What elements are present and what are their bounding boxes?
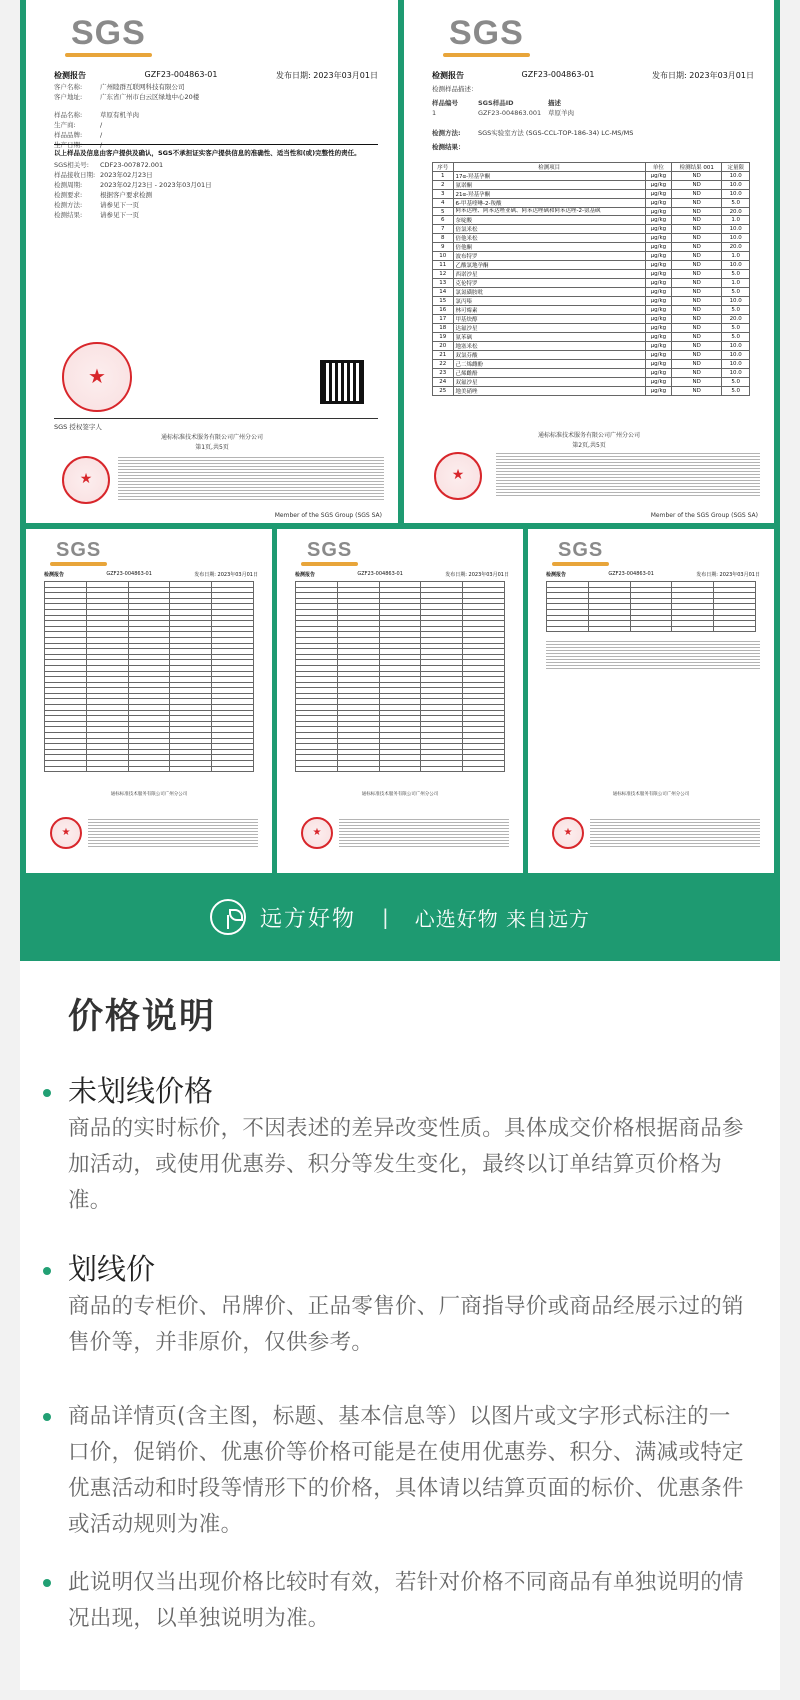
table-cell [463, 766, 505, 772]
table-cell: ND [672, 252, 722, 261]
table-cell: μg/kg [645, 297, 671, 306]
table-cell: 20 [433, 342, 454, 351]
table-row [433, 199, 750, 208]
table-cell: 倍他酮 [453, 243, 645, 252]
brand-slogan-bar [20, 873, 780, 961]
table-cell: μg/kg [645, 216, 671, 225]
qr-code-icon [320, 360, 364, 404]
table-cell: 10.0 [722, 225, 750, 234]
seal-icon [301, 817, 333, 849]
table-cell: 22 [433, 360, 454, 369]
table-cell: 16 [433, 306, 454, 315]
table-cell [86, 766, 128, 772]
table-cell: 双氟沙星 [453, 378, 645, 387]
sgs-logo: SGS [558, 539, 604, 561]
price-item-heading: 未划线价格 [68, 1074, 214, 1108]
table-cell: 氨诺酮 [453, 181, 645, 190]
sgs-logo: SGS [56, 539, 102, 561]
issue-date: 发布日期: 2023年03月01日 [276, 71, 378, 80]
table-cell: μg/kg [645, 279, 671, 288]
table-cell: 6 [433, 216, 454, 225]
table-cell: μg/kg [645, 181, 671, 190]
table-cell: ND [672, 199, 722, 208]
price-item-heading: 划线价 [68, 1252, 156, 1286]
table-cell: 10.0 [722, 369, 750, 378]
table-cell: 15 [433, 297, 454, 306]
table-row [433, 315, 750, 324]
bullet-icon [43, 1413, 51, 1421]
table-cell: ND [672, 351, 722, 360]
table-cell: 5.0 [722, 333, 750, 342]
table-cell: 8 [433, 234, 454, 243]
table-cell: 甲基炔醇 [453, 315, 645, 324]
price-item-lined [68, 1249, 746, 1361]
table-header-cell: 定量限 [722, 163, 750, 172]
table-cell: μg/kg [645, 225, 671, 234]
table-cell [296, 766, 338, 772]
table-cell: 奈啶酸 [453, 216, 645, 225]
table-row [433, 216, 750, 225]
bullet-icon [43, 1089, 51, 1097]
price-item-body: 商品的实时标价，不因表述的差异改变性质。具体成交价格根据商品参加活动，或使用优惠券、积分等发生变化，最终以订单结算页价格为准。 [68, 1116, 744, 1213]
table-cell: 氯丙嗪 [453, 297, 645, 306]
table-row [45, 766, 254, 772]
table-cell: 1.0 [722, 279, 750, 288]
table-cell: 20.0 [722, 243, 750, 252]
table-cell: 5.0 [722, 199, 750, 208]
table-cell: 5.0 [722, 270, 750, 279]
table-cell [630, 626, 672, 632]
client-name: 广州睦群互联网科技有限公司 [100, 83, 185, 91]
table-cell: ND [672, 279, 722, 288]
price-title: 价格说明 [68, 997, 217, 1037]
table-header [433, 163, 750, 172]
report-page-3: SGS 检测报告 GZF23-004863-01 发布日期: 2023年03月01日 通标标准技术服务有限公司广州分公司 ★ [26, 529, 272, 873]
table-row [433, 387, 750, 396]
result-table [295, 581, 505, 772]
table-header-cell: 单位 [645, 163, 671, 172]
company-seal-icon [62, 342, 132, 412]
price-item-unlined [68, 1071, 746, 1219]
table-cell: ND [672, 360, 722, 369]
table-row [547, 626, 756, 632]
table-cell: 3 [433, 190, 454, 199]
table-cell: 5.0 [722, 306, 750, 315]
price-item-body: 此说明仅当出现价格比较时有效，若针对价格不同商品有单独说明的情况出现，以单独说明为准。 [68, 1570, 744, 1631]
brand-tagline: 心选好物 来自远方 [414, 906, 591, 931]
table-cell: 5.0 [722, 288, 750, 297]
table-cell: 波布特罗 [453, 252, 645, 261]
table-cell: μg/kg [645, 369, 671, 378]
leaf-logo-icon [210, 899, 246, 935]
table-cell: 双氯芬酸 [453, 351, 645, 360]
table-row [433, 261, 750, 270]
table-cell: 林可霉素 [453, 306, 645, 315]
table-cell: ND [672, 208, 722, 216]
table-cell: 19 [433, 333, 454, 342]
sgs-logo: SGS [307, 539, 353, 561]
sample-description: 检测样品描述： 样品编号 SGS样品ID 描述 1 GZF23-004863.001 草原羊肉 检测方法: SGS实验室方法 (SGS-CCL-TOP-186-34) LC-MS/MS 检测结果： [432, 85, 634, 151]
report-page-2: SGS 检测报告 GZF23-004863-01 发布日期: 2023年03月01日 检测样品描述： 样品编号 SGS样品ID 描述 1 GZF23-004863.001 草原羊肉 检测方法: SGS实验室方法 (SGS-CCL-TOP-186-34) LC-MS/MS 检测结果： 序号 检测项目 单位 检测结果 001 定量限 1 17α-羟基孕酮 μg/kg ND 10.0 2 氨诺酮 μg/kg ND 10.0 3 21α-羟基孕酮 μg/kg ND 10.0 4 6-甲基喹啉-2-羧酸 μg/kg ND 5.0 5 阿苯达唑、阿苯达唑亚砜、阿苯达唑砜和阿苯达唑-2-氨基砜 μg/kg ND 20.0 6 奈啶酸 μg/kg ND 1.0 7 倍氯米松 μg/kg ND 10.0 8 倍他米松 μg/kg ND 10.0 9 倍他酮 μg/kg ND 20.0 10 波布特罗 μg/kg ND 1.0 11 乙酸氯地孕酮 μg/kg ND 10.0 12 西诺沙星 μg/kg ND 5.0 13 克伦特罗 μg/kg ND 1.0 14 氯氮磺胺吡 μg/kg ND 5.0 15 氯丙嗪 μg/kg ND 10.0 16 林可霉素 μg/kg ND 5.0 17 甲基炔醇 μg/kg ND 20.0 18 达氟沙星 μg/kg ND 5.0 19 氨苯砜 μg/kg ND 5.0 20 地塞米松 μg/kg ND 10.0 21 双氯芬酸 μg/kg ND 10.0 22 己二烯雌酚 μg/kg ND 10.0 23 己烯雌酚 μg/kg ND 10.0 24 双氟沙星 μg/kg ND 5.0 25 地美硝唑 μg/kg ND 5.0 通标标准技术服务有限公司广州分公司 第2页,共5页 ★ Member of the SGS Group (SGS SA) [404, 0, 774, 523]
table-cell: μg/kg [645, 208, 671, 216]
table-cell: μg/kg [645, 315, 671, 324]
table-cell: 达氟沙星 [453, 324, 645, 333]
sgs-logo: SGS [71, 14, 146, 52]
table-cell: ND [672, 342, 722, 351]
table-cell: μg/kg [645, 333, 671, 342]
table-cell: μg/kg [645, 360, 671, 369]
result-table [546, 581, 756, 632]
table-cell [337, 766, 379, 772]
table-cell: 10 [433, 252, 454, 261]
table-cell: 18 [433, 324, 454, 333]
bullet-icon [43, 1579, 51, 1587]
table-cell: 10.0 [722, 342, 750, 351]
report-number: GZF23-004863-01 [144, 70, 218, 79]
remarks-fineprint [546, 639, 760, 669]
table-row [433, 324, 750, 333]
table-cell: 5 [433, 208, 454, 216]
table-row [433, 243, 750, 252]
legal-fineprint [496, 452, 760, 496]
price-explanation [20, 961, 780, 1690]
table-cell: ND [672, 324, 722, 333]
table-row [433, 234, 750, 243]
sample-name: 草原有机羊肉 [100, 111, 139, 119]
table-cell: ND [672, 190, 722, 199]
table-cell: μg/kg [645, 234, 671, 243]
table-cell: 5.0 [722, 387, 750, 396]
legal-fineprint [88, 819, 258, 847]
legal-fineprint [339, 819, 509, 847]
table-cell [714, 626, 756, 632]
seal-icon [434, 452, 482, 500]
table-cell: 氯氮磺胺吡 [453, 288, 645, 297]
table-cell: 克伦特罗 [453, 279, 645, 288]
table-cell: μg/kg [645, 324, 671, 333]
table-cell: 10.0 [722, 297, 750, 306]
table-cell: 17α-羟基孕酮 [453, 172, 645, 181]
table-row [433, 172, 750, 181]
table-row [433, 225, 750, 234]
table-cell: 24 [433, 378, 454, 387]
table-cell: ND [672, 225, 722, 234]
table-row [433, 378, 750, 387]
table-cell: 7 [433, 225, 454, 234]
table-cell: μg/kg [645, 387, 671, 396]
slogan-divider: | [381, 905, 389, 929]
company-footer: 通标标准技术服务有限公司广州分公司 [160, 434, 263, 441]
table-cell: ND [672, 306, 722, 315]
table-cell: 10.0 [722, 234, 750, 243]
seal-icon [62, 456, 110, 504]
table-cell: 21 [433, 351, 454, 360]
table-cell: μg/kg [645, 288, 671, 297]
client-disclaimer: 以上样品及信息由客户提供及确认，SGS不承担证实客户提供信息的准确性、适当性和(或)完整性的责任。 [54, 144, 378, 157]
table-cell: 氨苯砜 [453, 333, 645, 342]
table-cell: μg/kg [645, 342, 671, 351]
table-cell: 地塞米松 [453, 342, 645, 351]
table-cell: ND [672, 297, 722, 306]
test-info: SGS相关号: CDF23-007872.001 样品接收日期: 2023年02月23日 检测周期: 2023年02月23日 - 2023年03月01日 检测要求: 根据客户要求检测 检测方法: 请参见下一页 检测结果: 请参见下一页 [54, 161, 212, 219]
table-row [296, 766, 505, 772]
table-cell: 1 [433, 172, 454, 181]
table-cell: 12 [433, 270, 454, 279]
table-cell [421, 766, 463, 772]
table-cell: ND [672, 243, 722, 252]
table-cell: 17 [433, 315, 454, 324]
legal-fineprint [590, 819, 760, 847]
table-cell: 25 [433, 387, 454, 396]
table-cell: 10.0 [722, 261, 750, 270]
table-cell: μg/kg [645, 243, 671, 252]
table-row [433, 342, 750, 351]
table-cell: ND [672, 234, 722, 243]
table-cell: 21α-羟基孕酮 [453, 190, 645, 199]
table-cell: μg/kg [645, 172, 671, 181]
table-cell: 5.0 [722, 324, 750, 333]
table-cell: 倍他米松 [453, 234, 645, 243]
report-page-4: SGS 检测报告 GZF23-004863-01 发布日期: 2023年03月01日 通标标准技术服务有限公司广州分公司 ★ [277, 529, 523, 873]
report-label: 检测报告 [54, 71, 86, 80]
table-header-cell: 序号 [433, 163, 454, 172]
table-cell: ND [672, 315, 722, 324]
legal-fineprint [118, 456, 384, 500]
table-cell: 阿苯达唑、阿苯达唑亚砜、阿苯达唑砜和阿苯达唑-2-氨基砜 [453, 208, 645, 216]
table-cell: 9 [433, 243, 454, 252]
price-item-validity [68, 1565, 746, 1637]
table-row [433, 297, 750, 306]
table-cell: 13 [433, 279, 454, 288]
table-row [433, 360, 750, 369]
table-row [433, 181, 750, 190]
brand-name: 远方好物 [259, 906, 356, 932]
table-cell: 1.0 [722, 216, 750, 225]
table-cell: 10.0 [722, 181, 750, 190]
result-table [432, 162, 750, 396]
result-table [44, 581, 254, 772]
price-item-detail-page [68, 1399, 746, 1543]
table-cell: 倍氯米松 [453, 225, 645, 234]
table-header-cell: 检测结果 001 [672, 163, 722, 172]
table-row [433, 270, 750, 279]
table-cell [212, 766, 254, 772]
seal-icon [50, 817, 82, 849]
sgs-signatory: SGS 授权签字人 [54, 423, 102, 431]
report-page-1: SGS 检测报告 GZF23-004863-01 发布日期: 2023年03月01日 客户名称: 广州睦群互联网科技有限公司 客户地址: 广东省广州市白云区绿地中心20楼 样品名称: 草原有机羊肉 生产商: / 样品品牌: / 生产日期: / 以上样品及信息由客户提供及确认，SGS不承担证实客户提供信息的准确性、适当性和(或)完整性的责任。 SGS相关号: CDF23-007872.001 样品接收日期: 2023年02月23日 检测周期: 2023年02月23日 - 2023年03月01日 检测要求: 根据客户要求检测 检测方法: 请参见下一页 检测结果: 请参见下一页 ★ SGS 授权签字人 通标标准技术服务有限公司广州分公司 第1页,共5页 ★ Member of the SGS Group (SGS SA) [26, 0, 398, 523]
bullet-icon [43, 1267, 51, 1275]
table-cell: 23 [433, 369, 454, 378]
table-cell: 10.0 [722, 172, 750, 181]
table-row [433, 333, 750, 342]
table-cell: μg/kg [645, 270, 671, 279]
table-cell: 20.0 [722, 315, 750, 324]
price-item-body: 商品详情页(含主图，标题、基本信息等）以图片或文字形式标注的一口价，促销价、优惠价等价格可能是在使用优惠券、积分、满减或特定优惠活动和时段等情形下的价格，具体请以结算页面的标价、优惠条件或活动规则为准。 [68, 1404, 744, 1537]
table-cell: μg/kg [645, 190, 671, 199]
table-cell: 11 [433, 261, 454, 270]
seal-icon [552, 817, 584, 849]
table-cell [588, 626, 630, 632]
table-header-cell: 检测项目 [453, 163, 645, 172]
table-cell: 10.0 [722, 190, 750, 199]
table-cell: ND [672, 172, 722, 181]
table-cell: 5.0 [722, 378, 750, 387]
page-number: 第1页,共5页 [195, 444, 229, 451]
table-cell: 己烯雌酚 [453, 369, 645, 378]
table-cell: ND [672, 369, 722, 378]
table-cell: ND [672, 261, 722, 270]
table-cell: ND [672, 333, 722, 342]
table-cell: ND [672, 378, 722, 387]
table-cell [170, 766, 212, 772]
table-cell [379, 766, 421, 772]
table-cell: ND [672, 387, 722, 396]
table-row [433, 190, 750, 199]
table-cell: μg/kg [645, 351, 671, 360]
report-header: 检测报告 GZF23-004863-01 发布日期: 2023年03月01日 [432, 70, 754, 80]
table-cell: 己二烯雌酚 [453, 360, 645, 369]
table-cell: μg/kg [645, 199, 671, 208]
price-item-body: 商品的专柜价、吊牌价、正品零售价、厂商指导价或商品经展示过的销售价等，并非原价，仅供参考。 [68, 1294, 744, 1355]
table-cell: 10.0 [722, 360, 750, 369]
table-cell: μg/kg [645, 261, 671, 270]
table-row [433, 351, 750, 360]
table-cell: μg/kg [645, 306, 671, 315]
client-info: 客户名称: 广州睦群互联网科技有限公司 客户地址: 广东省广州市白云区绿地中心20楼 样品名称: 草原有机羊肉 生产商: / 样品品牌: / 生产日期: / [54, 83, 200, 149]
table-cell: ND [672, 181, 722, 190]
table-cell: 10.0 [722, 351, 750, 360]
sgs-logo: SGS [449, 14, 524, 52]
table-cell [45, 766, 87, 772]
table-cell: 20.0 [722, 208, 750, 216]
table-cell: 4 [433, 199, 454, 208]
table-cell [128, 766, 170, 772]
table-cell: ND [672, 270, 722, 279]
table-row [433, 369, 750, 378]
table-row [433, 306, 750, 315]
report-page-5: SGS 检测报告 GZF23-004863-01 发布日期: 2023年03月01日 通标标准技术服务有限公司广州分公司 ★ [528, 529, 774, 873]
client-address: 广东省广州市白云区绿地中心20楼 [100, 93, 200, 101]
table-cell: 1.0 [722, 252, 750, 261]
table-cell [547, 626, 589, 632]
table-row [433, 279, 750, 288]
table-cell: 地美硝唑 [453, 387, 645, 396]
table-cell [672, 626, 714, 632]
table-cell: 乙酸氯地孕酮 [453, 261, 645, 270]
table-row [433, 252, 750, 261]
table-cell: 14 [433, 288, 454, 297]
table-cell: ND [672, 288, 722, 297]
report-header [54, 70, 378, 81]
table-cell: μg/kg [645, 252, 671, 261]
table-cell: 西诺沙星 [453, 270, 645, 279]
table-cell: ND [672, 216, 722, 225]
table-cell: 2 [433, 181, 454, 190]
table-row [433, 288, 750, 297]
table-cell: 6-甲基喹啉-2-羧酸 [453, 199, 645, 208]
table-row [433, 208, 750, 216]
test-report-collage [20, 0, 780, 873]
table-cell: μg/kg [645, 378, 671, 387]
